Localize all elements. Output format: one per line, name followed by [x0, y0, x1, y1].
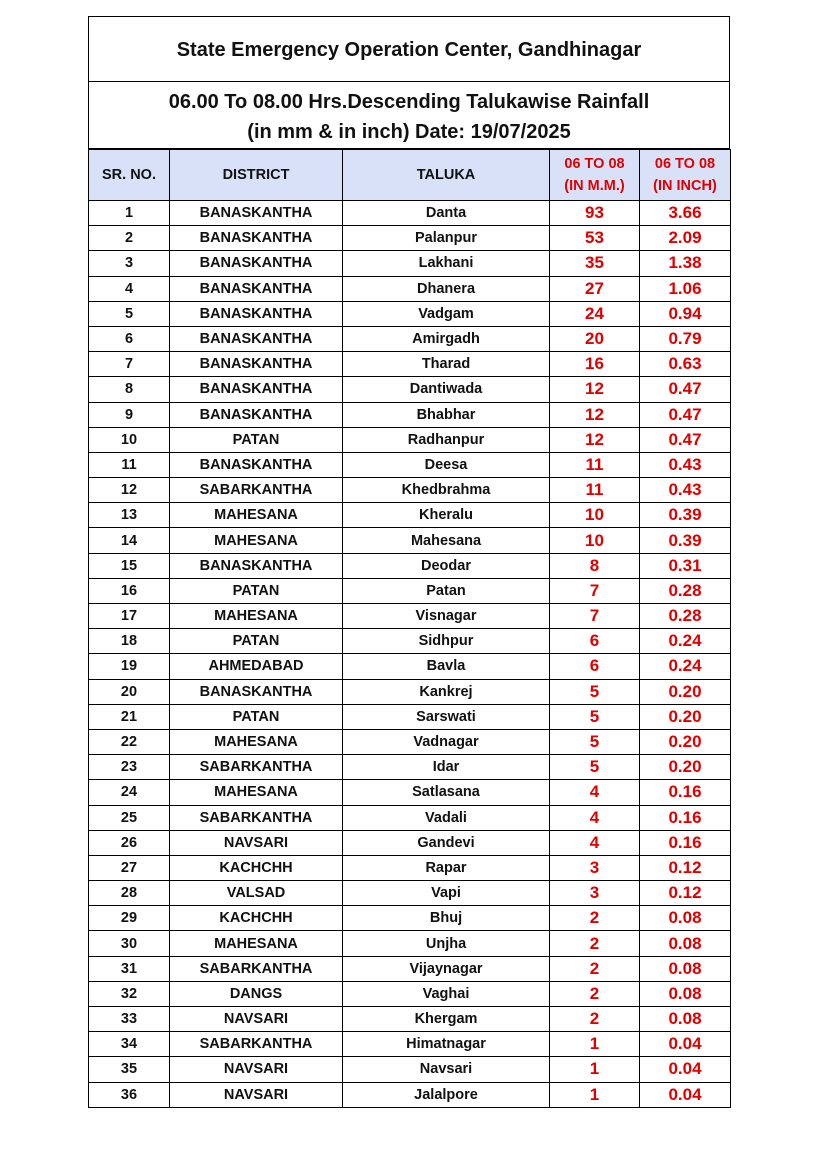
- cell-rain-mm: 6: [550, 629, 640, 654]
- cell-taluka: Deodar: [343, 553, 550, 578]
- cell-taluka: Bavla: [343, 654, 550, 679]
- cell-taluka: Bhuj: [343, 906, 550, 931]
- table-row: [89, 881, 731, 906]
- cell-rain-inch: 0.39: [640, 528, 731, 553]
- cell-rain-inch: 1.06: [640, 276, 731, 301]
- cell-rain-inch: 0.08: [640, 906, 731, 931]
- cell-rain-inch: 3.66: [640, 201, 731, 226]
- cell-rain-inch: 0.79: [640, 326, 731, 351]
- cell-sr-no: 24: [89, 780, 170, 805]
- cell-district: MAHESANA: [170, 931, 343, 956]
- cell-rain-mm: 10: [550, 528, 640, 553]
- cell-rain-inch: 0.12: [640, 855, 731, 880]
- cell-sr-no: 36: [89, 1082, 170, 1107]
- cell-sr-no: 23: [89, 755, 170, 780]
- table-row: [89, 402, 731, 427]
- cell-district: BANASKANTHA: [170, 301, 343, 326]
- cell-rain-inch: 0.43: [640, 478, 731, 503]
- table-row: [89, 352, 731, 377]
- cell-taluka: Vijaynagar: [343, 956, 550, 981]
- header-taluka: TALUKA: [343, 150, 550, 201]
- cell-district: VALSAD: [170, 881, 343, 906]
- cell-taluka: Sidhpur: [343, 629, 550, 654]
- table-row: [89, 729, 731, 754]
- cell-sr-no: 18: [89, 629, 170, 654]
- cell-rain-inch: 0.39: [640, 503, 731, 528]
- cell-rain-inch: 0.20: [640, 679, 731, 704]
- cell-rain-inch: 2.09: [640, 226, 731, 251]
- cell-taluka: Vadali: [343, 805, 550, 830]
- cell-rain-inch: 0.20: [640, 755, 731, 780]
- cell-rain-inch: 0.47: [640, 377, 731, 402]
- cell-district: NAVSARI: [170, 1057, 343, 1082]
- cell-rain-mm: 24: [550, 301, 640, 326]
- cell-rain-mm: 2: [550, 906, 640, 931]
- cell-sr-no: 35: [89, 1057, 170, 1082]
- cell-rain-mm: 35: [550, 251, 640, 276]
- cell-district: MAHESANA: [170, 528, 343, 553]
- table-row: [89, 301, 731, 326]
- cell-rain-mm: 4: [550, 780, 640, 805]
- cell-rain-inch: 0.08: [640, 981, 731, 1006]
- header-rain-inch-line1: 06 TO 08: [654, 156, 716, 172]
- table-row: [89, 1007, 731, 1032]
- cell-rain-mm: 1: [550, 1082, 640, 1107]
- cell-taluka: Palanpur: [343, 226, 550, 251]
- cell-district: NAVSARI: [170, 1082, 343, 1107]
- cell-rain-mm: 10: [550, 503, 640, 528]
- cell-rain-inch: 0.08: [640, 931, 731, 956]
- cell-sr-no: 17: [89, 604, 170, 629]
- cell-rain-inch: 0.47: [640, 427, 731, 452]
- cell-taluka: Khedbrahma: [343, 478, 550, 503]
- table-row: [89, 679, 731, 704]
- cell-rain-inch: 0.04: [640, 1057, 731, 1082]
- cell-rain-mm: 3: [550, 881, 640, 906]
- cell-district: BANASKANTHA: [170, 452, 343, 477]
- table-row: [89, 830, 731, 855]
- cell-rain-mm: 1: [550, 1057, 640, 1082]
- cell-rain-mm: 3: [550, 855, 640, 880]
- cell-sr-no: 29: [89, 906, 170, 931]
- cell-sr-no: 3: [89, 251, 170, 276]
- cell-rain-inch: 0.28: [640, 578, 731, 603]
- cell-rain-mm: 2: [550, 981, 640, 1006]
- cell-rain-mm: 4: [550, 805, 640, 830]
- table-row: [89, 1057, 731, 1082]
- cell-rain-inch: 0.08: [640, 956, 731, 981]
- cell-sr-no: 14: [89, 528, 170, 553]
- cell-taluka: Khergam: [343, 1007, 550, 1032]
- cell-sr-no: 31: [89, 956, 170, 981]
- cell-sr-no: 34: [89, 1032, 170, 1057]
- cell-rain-mm: 11: [550, 478, 640, 503]
- cell-district: SABARKANTHA: [170, 755, 343, 780]
- header-sr-no: SR. NO.: [89, 150, 170, 201]
- cell-district: BANASKANTHA: [170, 679, 343, 704]
- cell-taluka: Bhabhar: [343, 402, 550, 427]
- cell-sr-no: 26: [89, 830, 170, 855]
- cell-district: PATAN: [170, 704, 343, 729]
- cell-taluka: Vadgam: [343, 301, 550, 326]
- cell-taluka: Amirgadh: [343, 326, 550, 351]
- cell-rain-mm: 93: [550, 201, 640, 226]
- table-row: [89, 226, 731, 251]
- cell-rain-inch: 0.31: [640, 553, 731, 578]
- cell-sr-no: 10: [89, 427, 170, 452]
- cell-taluka: Himatnagar: [343, 1032, 550, 1057]
- rainfall-table: [88, 149, 731, 1108]
- header-rain-mm: [550, 150, 640, 201]
- cell-rain-inch: 0.20: [640, 729, 731, 754]
- table-row: [89, 981, 731, 1006]
- cell-sr-no: 7: [89, 352, 170, 377]
- cell-rain-mm: 2: [550, 931, 640, 956]
- cell-district: NAVSARI: [170, 830, 343, 855]
- cell-district: PATAN: [170, 629, 343, 654]
- cell-taluka: Rapar: [343, 855, 550, 880]
- cell-rain-mm: 5: [550, 704, 640, 729]
- rainfall-report: [88, 16, 730, 1108]
- cell-sr-no: 15: [89, 553, 170, 578]
- cell-district: BANASKANTHA: [170, 352, 343, 377]
- cell-sr-no: 2: [89, 226, 170, 251]
- cell-rain-inch: 0.94: [640, 301, 731, 326]
- cell-district: NAVSARI: [170, 1007, 343, 1032]
- cell-district: BANASKANTHA: [170, 226, 343, 251]
- cell-district: SABARKANTHA: [170, 956, 343, 981]
- cell-taluka: Vadnagar: [343, 729, 550, 754]
- cell-rain-mm: 2: [550, 956, 640, 981]
- table-row: [89, 931, 731, 956]
- subtitle-line-1: 06.00 To 08.00 Hrs.Descending Talukawise Rainfall: [168, 91, 650, 113]
- table-row: [89, 251, 731, 276]
- cell-sr-no: 22: [89, 729, 170, 754]
- cell-rain-mm: 27: [550, 276, 640, 301]
- table-row: [89, 553, 731, 578]
- table-row: [89, 704, 731, 729]
- table-row: [89, 1082, 731, 1107]
- cell-taluka: Patan: [343, 578, 550, 603]
- cell-sr-no: 8: [89, 377, 170, 402]
- cell-taluka: Mahesana: [343, 528, 550, 553]
- cell-rain-mm: 7: [550, 604, 640, 629]
- cell-district: AHMEDABAD: [170, 654, 343, 679]
- cell-rain-mm: 20: [550, 326, 640, 351]
- cell-district: SABARKANTHA: [170, 805, 343, 830]
- cell-rain-mm: 7: [550, 578, 640, 603]
- cell-district: MAHESANA: [170, 503, 343, 528]
- cell-district: SABARKANTHA: [170, 478, 343, 503]
- table-row: [89, 452, 731, 477]
- cell-taluka: Navsari: [343, 1057, 550, 1082]
- cell-district: BANASKANTHA: [170, 553, 343, 578]
- table-row: [89, 755, 731, 780]
- table-row: [89, 1032, 731, 1057]
- cell-rain-inch: 0.28: [640, 604, 731, 629]
- cell-district: BANASKANTHA: [170, 276, 343, 301]
- cell-sr-no: 21: [89, 704, 170, 729]
- cell-rain-mm: 5: [550, 755, 640, 780]
- header-rain-inch-line2: (IN INCH): [653, 178, 717, 194]
- cell-sr-no: 19: [89, 654, 170, 679]
- header-district: DISTRICT: [170, 150, 343, 201]
- table-row: [89, 654, 731, 679]
- cell-district: BANASKANTHA: [170, 251, 343, 276]
- cell-sr-no: 33: [89, 1007, 170, 1032]
- cell-rain-inch: 0.63: [640, 352, 731, 377]
- cell-rain-mm: 4: [550, 830, 640, 855]
- cell-rain-inch: 0.12: [640, 881, 731, 906]
- cell-rain-mm: 12: [550, 402, 640, 427]
- cell-district: PATAN: [170, 578, 343, 603]
- table-row: [89, 528, 731, 553]
- cell-district: KACHCHH: [170, 906, 343, 931]
- cell-rain-mm: 6: [550, 654, 640, 679]
- cell-district: BANASKANTHA: [170, 201, 343, 226]
- cell-sr-no: 5: [89, 301, 170, 326]
- cell-taluka: Kankrej: [343, 679, 550, 704]
- cell-district: MAHESANA: [170, 780, 343, 805]
- table-header-row: [89, 150, 731, 201]
- cell-sr-no: 13: [89, 503, 170, 528]
- table-row: [89, 956, 731, 981]
- cell-rain-mm: 8: [550, 553, 640, 578]
- table-body: [89, 201, 731, 1108]
- cell-rain-mm: 11: [550, 452, 640, 477]
- report-title: State Emergency Operation Center, Gandhinagar: [88, 16, 730, 82]
- table-row: [89, 604, 731, 629]
- cell-rain-inch: 0.24: [640, 654, 731, 679]
- table-row: [89, 578, 731, 603]
- cell-district: PATAN: [170, 427, 343, 452]
- table-row: [89, 377, 731, 402]
- cell-taluka: Deesa: [343, 452, 550, 477]
- cell-sr-no: 25: [89, 805, 170, 830]
- cell-taluka: Gandevi: [343, 830, 550, 855]
- cell-taluka: Danta: [343, 201, 550, 226]
- cell-taluka: Tharad: [343, 352, 550, 377]
- cell-rain-inch: 0.24: [640, 629, 731, 654]
- cell-taluka: Satlasana: [343, 780, 550, 805]
- cell-taluka: Jalalpore: [343, 1082, 550, 1107]
- cell-district: SABARKANTHA: [170, 1032, 343, 1057]
- cell-rain-mm: 1: [550, 1032, 640, 1057]
- cell-sr-no: 30: [89, 931, 170, 956]
- table-row: [89, 906, 731, 931]
- cell-sr-no: 27: [89, 855, 170, 880]
- cell-taluka: Radhanpur: [343, 427, 550, 452]
- table-row: [89, 326, 731, 351]
- header-rain-inch: [640, 150, 731, 201]
- cell-taluka: Vaghai: [343, 981, 550, 1006]
- cell-rain-inch: 0.16: [640, 780, 731, 805]
- cell-rain-mm: 12: [550, 377, 640, 402]
- table-row: [89, 855, 731, 880]
- cell-sr-no: 12: [89, 478, 170, 503]
- cell-sr-no: 16: [89, 578, 170, 603]
- subtitle-line-2: (in mm & in inch) Date: 19/07/2025: [247, 121, 571, 143]
- cell-taluka: Idar: [343, 755, 550, 780]
- cell-sr-no: 6: [89, 326, 170, 351]
- cell-district: BANASKANTHA: [170, 377, 343, 402]
- cell-taluka: Dantiwada: [343, 377, 550, 402]
- cell-rain-mm: 53: [550, 226, 640, 251]
- cell-sr-no: 4: [89, 276, 170, 301]
- cell-rain-inch: 0.16: [640, 830, 731, 855]
- cell-rain-inch: 0.08: [640, 1007, 731, 1032]
- cell-sr-no: 28: [89, 881, 170, 906]
- header-rain-mm-line2: (IN M.M.): [564, 178, 625, 194]
- cell-rain-mm: 16: [550, 352, 640, 377]
- cell-rain-inch: 0.47: [640, 402, 731, 427]
- cell-sr-no: 9: [89, 402, 170, 427]
- cell-district: BANASKANTHA: [170, 402, 343, 427]
- report-subtitle: [88, 82, 730, 149]
- cell-taluka: Visnagar: [343, 604, 550, 629]
- cell-sr-no: 20: [89, 679, 170, 704]
- cell-taluka: Vapi: [343, 881, 550, 906]
- cell-rain-inch: 0.16: [640, 805, 731, 830]
- cell-district: KACHCHH: [170, 855, 343, 880]
- cell-district: DANGS: [170, 981, 343, 1006]
- cell-rain-mm: 2: [550, 1007, 640, 1032]
- cell-sr-no: 32: [89, 981, 170, 1006]
- cell-rain-inch: 0.43: [640, 452, 731, 477]
- table-row: [89, 805, 731, 830]
- table-row: [89, 427, 731, 452]
- table-row: [89, 276, 731, 301]
- cell-rain-inch: 0.04: [640, 1082, 731, 1107]
- table-row: [89, 629, 731, 654]
- cell-rain-inch: 1.38: [640, 251, 731, 276]
- cell-district: MAHESANA: [170, 604, 343, 629]
- cell-rain-mm: 5: [550, 679, 640, 704]
- cell-taluka: Kheralu: [343, 503, 550, 528]
- cell-rain-mm: 5: [550, 729, 640, 754]
- cell-sr-no: 11: [89, 452, 170, 477]
- cell-taluka: Dhanera: [343, 276, 550, 301]
- cell-taluka: Unjha: [343, 931, 550, 956]
- header-rain-mm-line1: 06 TO 08: [564, 156, 625, 172]
- table-row: [89, 201, 731, 226]
- cell-district: MAHESANA: [170, 729, 343, 754]
- cell-taluka: Sarswati: [343, 704, 550, 729]
- cell-taluka: Lakhani: [343, 251, 550, 276]
- table-row: [89, 780, 731, 805]
- table-row: [89, 503, 731, 528]
- cell-district: BANASKANTHA: [170, 326, 343, 351]
- cell-sr-no: 1: [89, 201, 170, 226]
- cell-rain-mm: 12: [550, 427, 640, 452]
- cell-rain-inch: 0.04: [640, 1032, 731, 1057]
- table-row: [89, 478, 731, 503]
- cell-rain-inch: 0.20: [640, 704, 731, 729]
